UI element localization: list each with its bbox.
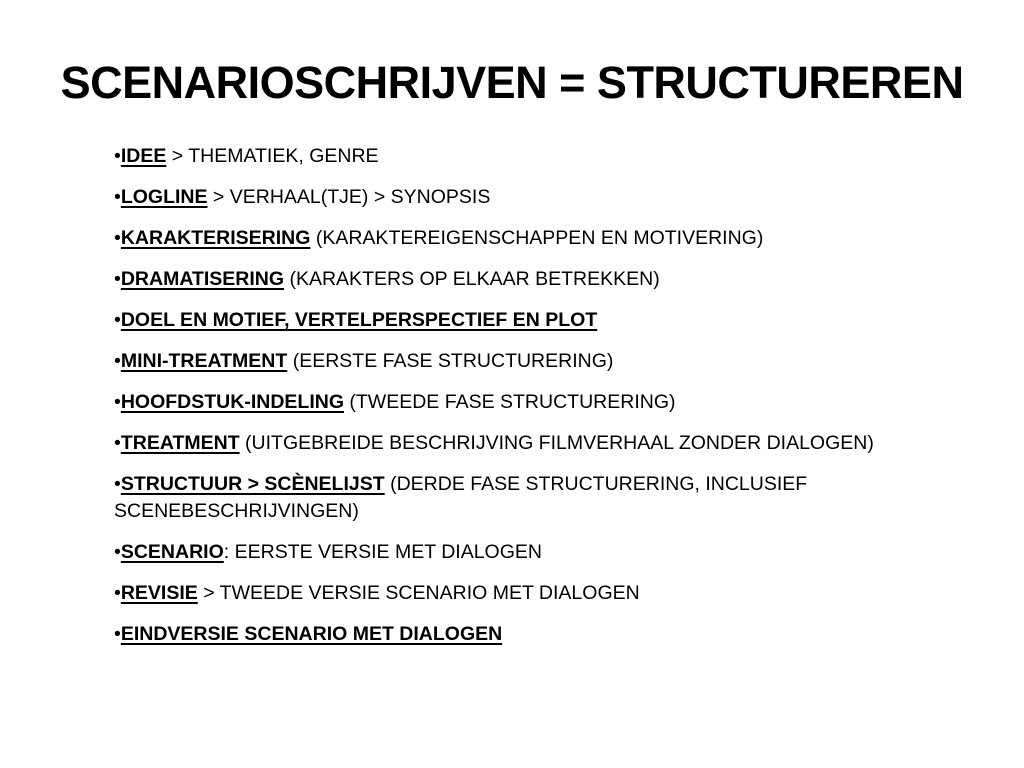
bullet-description: : EERSTE VERSIE MET DIALOGEN: [223, 541, 542, 563]
bullet-item-treatment: [114, 430, 944, 457]
bullet-description: > THEMATIEK, GENRE: [166, 145, 379, 167]
bullet-description: (UITGEBREIDE BESCHRIJVING FILMVERHAAL ZONDER DIALOGEN): [239, 432, 874, 454]
bullet-key-term: KARAKTERISERING: [120, 227, 311, 249]
bullet-key-term: TREATMENT: [120, 432, 240, 454]
bullet-marker: •: [114, 582, 121, 604]
bullet-key-term: SCENARIO: [120, 541, 224, 563]
bullet-item-structuur: [114, 471, 944, 525]
bullet-marker: •: [114, 473, 121, 495]
bullet-marker: •: [114, 186, 121, 208]
bullet-key-term: EINDVERSIE SCENARIO MET DIALOGEN: [120, 623, 503, 645]
bullet-marker: •: [114, 145, 121, 167]
bullet-item-scenario: [114, 539, 944, 566]
bullet-item-eindversie: [114, 621, 944, 648]
bullet-item-revisie: [114, 580, 944, 607]
bullet-description: (TWEEDE FASE STRUCTURERING): [343, 391, 676, 413]
bullet-description: (EERSTE FASE STRUCTURERING): [287, 350, 614, 372]
bullet-item-hoofdstuk-indeling: [114, 389, 944, 416]
bullet-description: (KARAKTERS OP ELKAAR BETREKKEN): [284, 268, 660, 290]
slide-title: SCENARIOSCHRIJVEN = STRUCTUREREN: [60, 57, 964, 108]
bullet-description: > VERHAAL(TJE) > SYNOPSIS: [207, 186, 491, 208]
bullet-item-karakterisering: [114, 225, 944, 252]
bullet-key-term: DRAMATISERING: [120, 268, 285, 290]
bullet-key-term: REVISIE: [120, 582, 198, 604]
bullet-key-term: MINI-TREATMENT: [120, 350, 288, 372]
bullet-item-idee: [114, 143, 944, 170]
bullet-marker: •: [114, 432, 121, 454]
bullet-list: [114, 143, 944, 662]
bullet-key-term: DOEL EN MOTIEF, VERTELPERSPECTIEF EN PLOT: [120, 309, 598, 331]
bullet-marker: •: [114, 391, 121, 413]
bullet-key-term: IDEE: [120, 145, 167, 167]
bullet-description: (KARAKTEREIGENSCHAPPEN EN MOTIVERING): [310, 227, 764, 249]
bullet-description: (DERDE FASE STRUCTURERING, INCLUSIEF SCENEBESCHRIJVINGEN): [114, 473, 808, 522]
bullet-item-doel-en-motief: [114, 307, 944, 334]
bullet-description: > TWEEDE VERSIE SCENARIO MET DIALOGEN: [197, 582, 640, 604]
bullet-key-term: LOGLINE: [120, 186, 208, 208]
bullet-item-logline: [114, 184, 944, 211]
bullet-item-mini-treatment: [114, 348, 944, 375]
bullet-key-term: STRUCTUUR > SCÈNELIJST: [120, 473, 385, 495]
bullet-marker: •: [114, 623, 121, 645]
bullet-item-dramatisering: [114, 266, 944, 293]
bullet-marker: •: [114, 350, 121, 372]
bullet-marker: •: [114, 541, 121, 563]
bullet-marker: •: [114, 309, 121, 331]
bullet-marker: •: [114, 227, 121, 249]
bullet-marker: •: [114, 268, 121, 290]
bullet-key-term: HOOFDSTUK-INDELING: [120, 391, 344, 413]
